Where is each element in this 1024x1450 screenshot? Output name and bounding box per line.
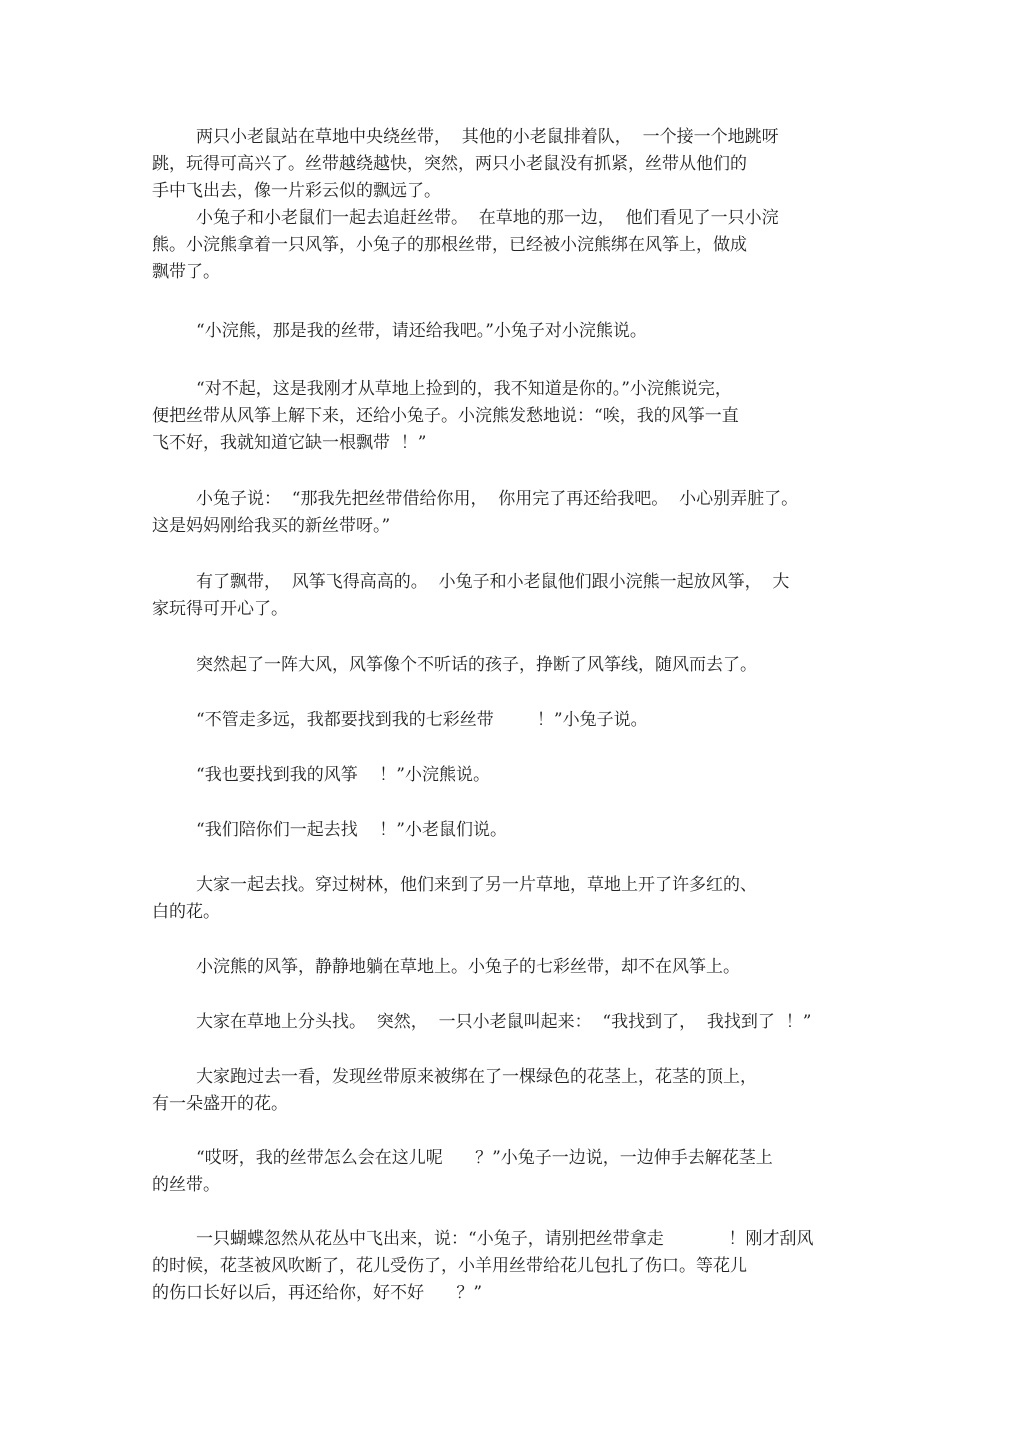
text-line: 手中飞出去，像一片彩云似的飘远了。 [152,181,441,201]
text-line: 有了飘带， 风筝飞得高高的。 小兔子和小老鼠他们跟小浣熊一起放风筝， 大 [196,572,790,592]
text-line: 的丝带。 [152,1175,220,1195]
text-line: 大家跑过去一看，发现丝带原来被绑在了一棵绿色的花茎上，花茎的顶上， [196,1067,757,1087]
paragraph-kite-found [152,954,872,981]
text-line: 飘带了。 [152,262,220,282]
text-line: 小兔子说： “那我先把丝带借给你用， 你用完了再还给我吧。 小心别弄脏了。 [196,489,799,509]
text-line: 熊。小浣熊拿着一只风筝，小兔子的那根丝带，已经被小浣熊绑在风筝上，做成 [152,235,747,255]
text-line: 便把丝带从风筝上解下来，还给小兔子。小浣熊发愁地说：“唉，我的风筝一直 [152,406,739,426]
paragraph-untie [152,1145,872,1199]
text-line: 的时候，花茎被风吹断了，花儿受伤了，小羊用丝带给花儿包扎了伤口。等花儿 [152,1256,747,1276]
text-line: 家玩得可开心了。 [152,599,288,619]
text-line: “不管走多远，我都要找到我的七彩丝带 ！”小兔子说。 [196,710,648,730]
text-line: 两只小老鼠站在草地中央绕丝带， 其他的小老鼠排着队， 一个接一个地跳呀 [196,127,779,147]
text-line: 小兔子和小老鼠们一起去追赶丝带。 在草地的那一边， 他们看见了一只小浣 [196,208,779,228]
text-line: “哎呀，我的丝带怎么会在这儿呢 ？”小兔子一边说，一边伸手去解花茎上 [196,1148,773,1168]
paragraph-rabbit-says [152,707,872,734]
text-line: 跳，玩得可高兴了。丝带越绕越快，突然，两只小老鼠没有抓紧，丝带从他们的 [152,154,747,174]
text-line: 飞不好，我就知道它缺一根飘带 ！” [152,433,427,453]
paragraph-kite-flying [152,569,872,623]
text-line: 白的花。 [152,902,220,922]
text-line: 大家一起去找。穿过树林，他们来到了另一片草地，草地上开了许多红的、 [196,875,757,895]
text-line: 突然起了一阵大风，风筝像个不听话的孩子，挣断了风筝线，随风而去了。 [196,655,757,675]
text-line: 有一朵盛开的花。 [152,1094,288,1114]
paragraph-flower-stem [152,1064,872,1118]
paragraph-butterfly [152,1226,872,1307]
text-line: “我也要找到我的风筝 ！”小浣熊说。 [196,765,490,785]
paragraph-wind [152,652,872,679]
text-line: 一只蝴蝶忽然从花丛中飞出来，说：“小兔子，请别把丝带拿走 ！刚才刮风 [196,1229,814,1249]
text-line: 大家在草地上分头找。 突然， 一只小老鼠叫起来： “我找到了， 我找到了 ！” [196,1012,812,1032]
text-line: 小浣熊的风筝，静静地躺在草地上。小兔子的七彩丝带，却不在风筝上。 [196,957,740,977]
paragraph-lend-ribbon [152,486,872,540]
paragraph-raccoon-says [152,762,872,789]
paragraph-search [152,872,872,926]
text-line: “我们陪你们一起去找 ！”小老鼠们说。 [196,820,507,840]
text-line: “小浣熊，那是我的丝带，请还给我吧。”小兔子对小浣熊说。 [196,321,647,341]
paragraph-ask-back [152,318,872,345]
text-line: 这是妈妈刚给我买的新丝带呀。” [152,516,391,536]
paragraph-chase-ribbon [152,205,872,286]
text-line: “对不起，这是我刚才从草地上捡到的，我不知道是你的。”小浣熊说完， [196,379,732,399]
paragraph-mice-say [152,817,872,844]
paragraph-found-it [152,1009,872,1036]
text-line: 的伤口长好以后，再还给你，好不好 ？” [152,1283,483,1303]
paragraph-mice-ribbon [152,124,872,205]
paragraph-apology [152,376,872,457]
